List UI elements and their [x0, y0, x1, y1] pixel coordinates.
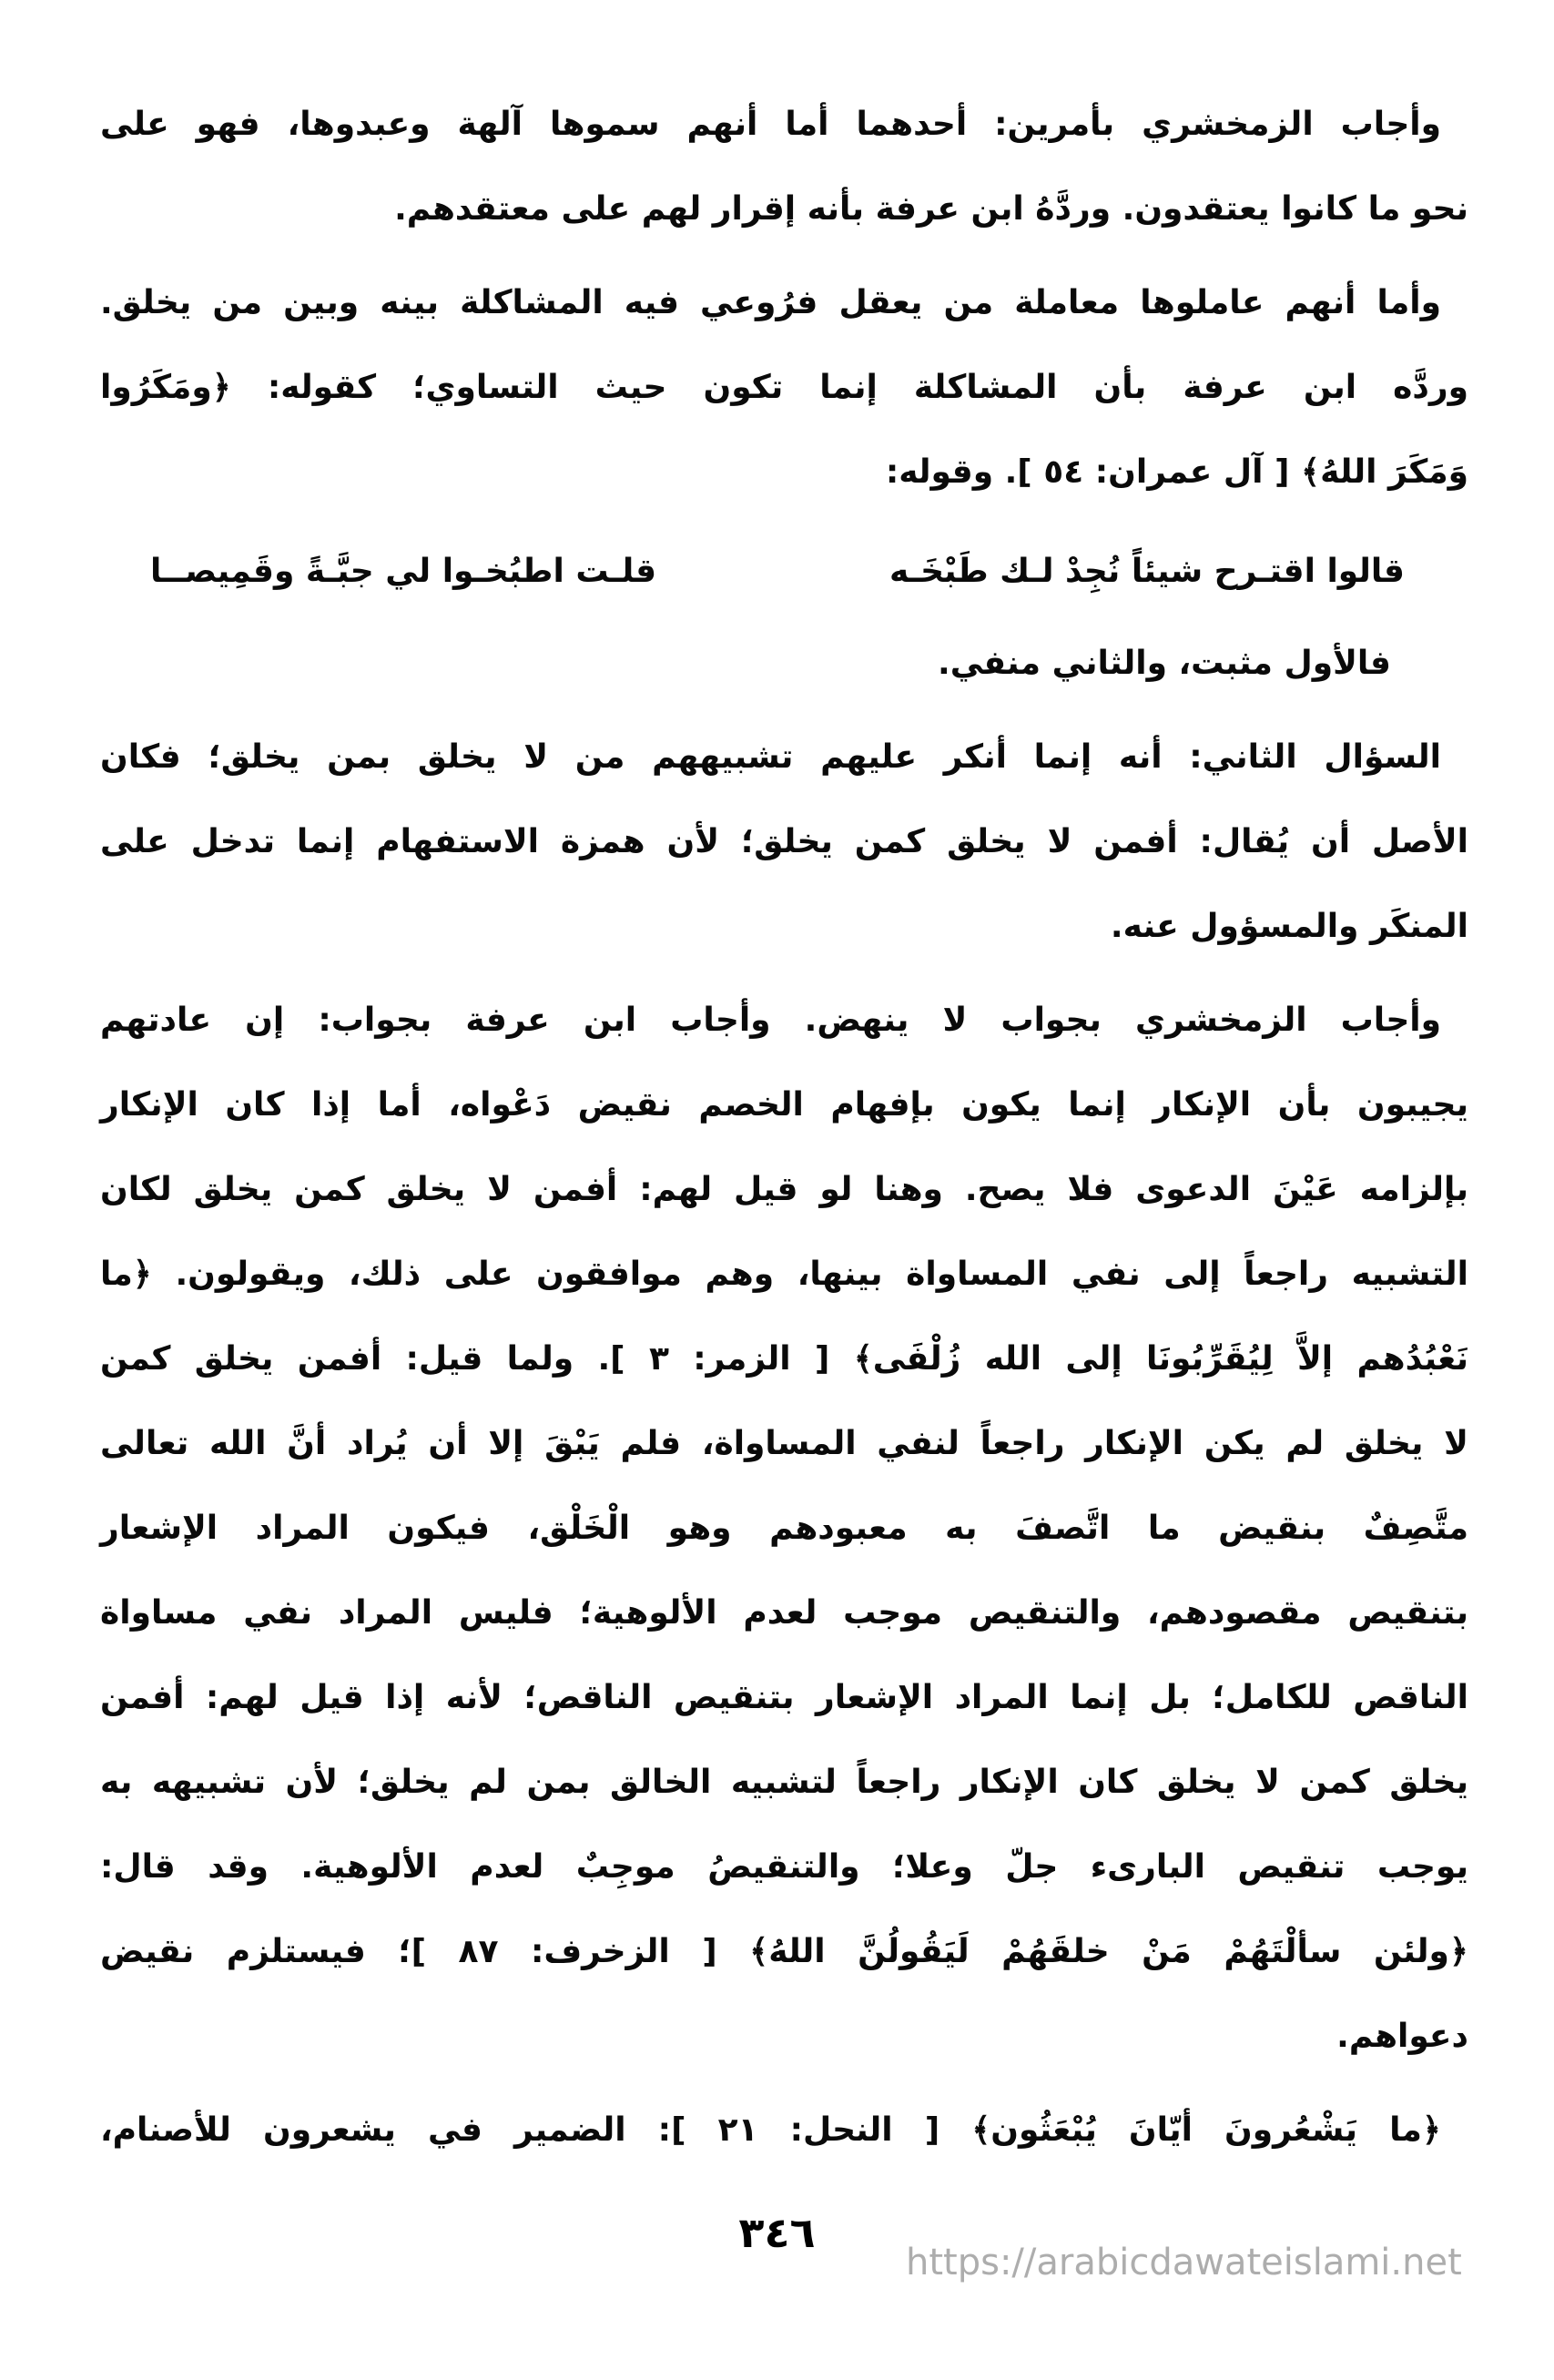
verse-hemistich-left: قلـت اطبُخـوا لي جبَّـةً وقَمِيصــا — [150, 553, 657, 590]
page-number: ٣٤٦ — [738, 2208, 816, 2257]
text-line: يخلق كمن لا يخلق كان الإنكار راجعاً لتشبيه الخالق بمن لم يخلق؛ لأن تشبيهه به — [100, 1764, 1468, 1801]
paragraph — [100, 82, 1468, 251]
text-line: بتنقيص مقصودهم، والتنقيص موجب لعدم الألوهية؛ فليس المراد نفي مساواة — [100, 1594, 1468, 1632]
poetry-couplet — [100, 529, 1468, 614]
paragraph — [100, 715, 1468, 969]
paragraph — [100, 978, 1468, 2079]
text-line: وَمَكَرَ اللهُ﴾ [ آل عمران: ٥٤ ]. وقوله: — [885, 453, 1468, 491]
text-line: متَّصِفٌ بنقيض ما اتَّصفَ به معبودهم وهو الْخَلْق، فيكون المراد الإشعار — [100, 1510, 1468, 1547]
text-line: وأجاب الزمخشري بأمرين: أحدهما أما أنهم سموها آلهة وعبدوها، فهو على — [100, 106, 1441, 143]
text-line: نحو ما كانوا يعتقدون. وردَّهُ ابن عرفة بأنه إقرار لهم على معتقدهم. — [394, 190, 1468, 228]
text-line: يجيبون بأن الإنكار إنما يكون بإفهام الخصم نقيض دَعْواه، أما إذا كان الإنكار — [100, 1086, 1468, 1124]
text-line: المنكَر والمسؤول عنه. — [1110, 908, 1468, 945]
verse-hemistich-right: قالوا اقتـرح شيئاً نُجِدْ لـك طَبْخَـه — [889, 553, 1405, 590]
text-line: وردَّه ابن عرفة بأن المشاكلة إنما تكون حيث التساوي؛ كقوله: ﴿ومَكَرُوا — [100, 369, 1468, 406]
text-line: وأما أنهم عاملوها معاملة من يعقل فرُوعي فيه المشاكلة بينه وبين من يخلق. — [100, 284, 1441, 321]
text-line: بإلزامه عَيْنَ الدعوى فلا يصح. وهنا لو قيل لهم: أفمن لا يخلق كمن يخلق لكان — [100, 1171, 1468, 1208]
text-line: ﴿ولئن سألْتَهُمْ مَنْ خلقَهُمْ لَيَقُولُنَّ اللهُ﴾ [ الزخرف: ٨٧ ]؛ فيستلزم نقيض — [100, 1933, 1468, 1970]
paragraph — [100, 2088, 1468, 2172]
text-line: الناقص للكامل؛ بل إنما المراد الإشعار بتنقيص الناقص؛ لأنه إذا قيل لهم: أفمن — [100, 1679, 1468, 1716]
text-line: التشبيه راجعاً إلى نفي المساواة بينها، وهم موافقون على ذلك، ويقولون. ﴿ما — [100, 1256, 1468, 1293]
text-line: السؤال الثاني: أنه إنما أنكر عليهم تشبيههم من لا يخلق بمن يخلق؛ فكان — [100, 738, 1441, 776]
text-line: ﴿ما يَشْعُرونَ أيّانَ يُبْعَثُون﴾ [ النحل: ٢١ ]: الضمير في يشعرون للأصنام، — [100, 2111, 1441, 2149]
body-text — [100, 82, 1468, 2172]
text-line: لا يخلق لم يكن الإنكار راجعاً لنفي المساواة، فلم يَبْقَ إلا أن يُراد أنَّ الله تعالى — [100, 1425, 1468, 1462]
paragraph — [100, 621, 1468, 706]
text-line: نَعْبُدُهم إلاَّ لِيُقَرِّبُونَا إلى الله زُلْفَى﴾ [ الزمر: ٣ ]. ولما قيل: أفمن يخلق كمن — [100, 1340, 1468, 1378]
site-watermark: https://arabicdawateislami.net — [906, 2242, 1462, 2283]
text-line: فالأول مثبت، والثاني منفي. — [938, 645, 1391, 682]
text-line: دعواهم. — [1336, 2018, 1468, 2055]
paragraph — [100, 260, 1468, 514]
text-line: يوجب تنقيص البارىء جلّ وعلا؛ والتنقيصُ موجِبٌ لعدم الألوهية. وقد قال: — [100, 1848, 1468, 1886]
text-line: وأجاب الزمخشري بجواب لا ينهض. وأجاب ابن عرفة بجواب: إن عادتهم — [100, 1002, 1441, 1039]
text-line: الأصل أن يُقال: أفمن لا يخلق كمن يخلق؛ لأن همزة الاستفهام إنما تدخل على — [100, 823, 1468, 860]
